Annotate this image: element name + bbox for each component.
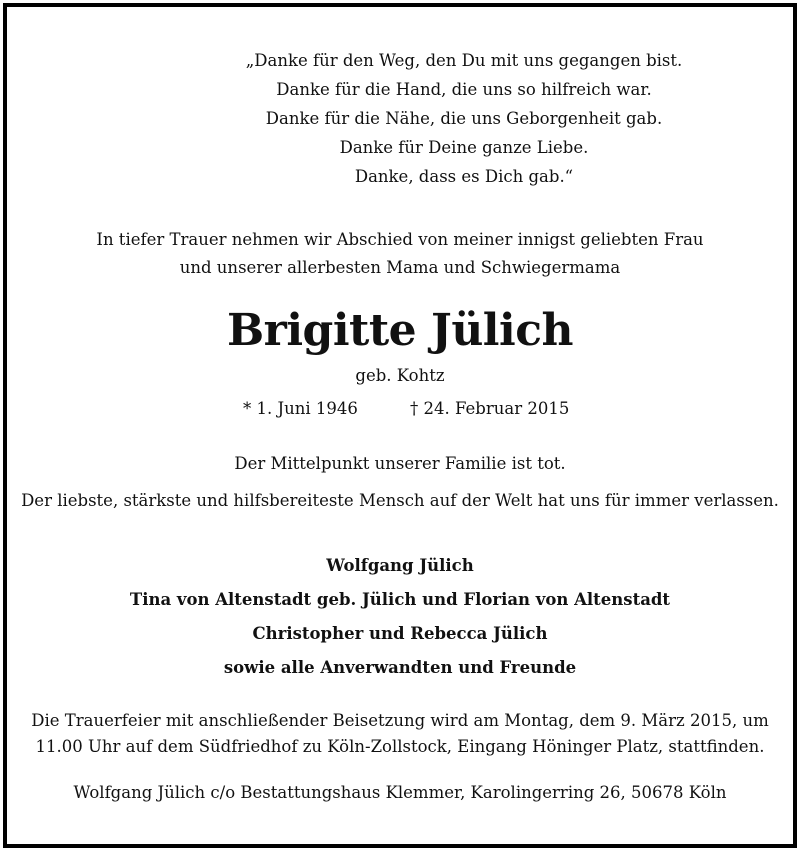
maiden-name: geb. Kohtz <box>355 366 445 385</box>
deceased-name: Brigitte Jülich <box>226 305 574 356</box>
ceremony-line-1: Die Trauerfeier mit anschließender Beisetzung wird am Montag, dem 9. März 2015, um <box>31 711 769 730</box>
mourner-4: sowie alle Anverwandten und Freunde <box>223 658 577 677</box>
ceremony-line-2: 11.00 Uhr auf dem Südfriedhof zu Köln-Zollstock, Eingang Höninger Platz, stattfinden. <box>35 737 765 756</box>
mourner-2: Tina von Altenstadt geb. Jülich und Florian von Altenstadt <box>129 590 671 609</box>
quote-line-5: Danke, dass es Dich gab.“ <box>354 167 574 186</box>
life-dates <box>0 399 800 419</box>
intro-line-2: und unserer allerbesten Mama und Schwiegermama <box>179 258 621 277</box>
tribute-line-1: Der Mittelpunkt unserer Familie ist tot. <box>234 454 566 473</box>
quote-line-3: Danke für die Nähe, die uns Geborgenheit gab. <box>265 109 663 128</box>
contact-line: Wolfgang Jülich c/o Bestattungshaus Klemmer, Karolingerring 26, 50678 Köln <box>73 783 727 802</box>
birth-date: * 1. Juni 1946 <box>243 399 358 418</box>
mourner-1: Wolfgang Jülich <box>326 556 474 575</box>
quote-line-2: Danke für die Hand, die uns so hilfreich war. <box>276 80 652 99</box>
death-date: † 24. Februar 2015 <box>410 399 570 418</box>
intro-line-1: In tiefer Trauer nehmen wir Abschied von meiner innigst geliebten Frau <box>96 230 704 249</box>
tribute-line-2: Der liebste, stärkste und hilfsbereiteste Mensch auf der Welt hat uns für immer verlassen. <box>21 491 779 510</box>
mourner-3: Christopher und Rebecca Jülich <box>252 624 548 643</box>
quote-line-1: „Danke für den Weg, den Du mit uns gegangen bist. <box>245 51 683 70</box>
quote-line-4: Danke für Deine ganze Liebe. <box>339 138 589 157</box>
